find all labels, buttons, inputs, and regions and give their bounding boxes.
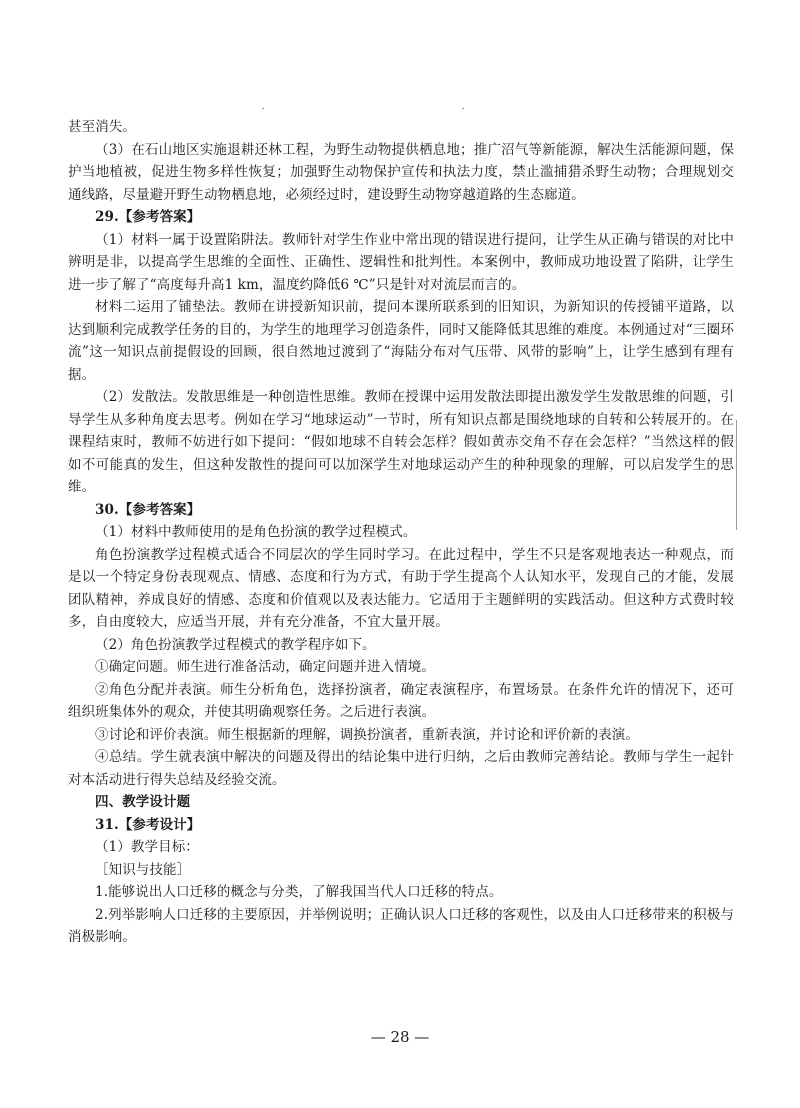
paragraph-3: （1）材料一属于设置陷阱法。教师针对学生作业中常出现的错误进行提问，让学生从正确与错误的对比中辨明是非，以提高学生思维的全面性、正确性、逻辑性和批判性。本案例中，教师成功地设置了陷阱，让学生进一步了解了“高度每升高1 km，温度约降低6 ℃”只是针对对流层而言的。 [68, 231, 734, 293]
paragraph-7: （1）材料中教师使用的是角色扮演的教学过程模式。 [95, 524, 417, 540]
paragraph-8: 角色扮演教学过程模式适合不同层次的学生同时学习。在此过程中，学生不只是客观地表达一种观点，而是以一个特定身份表现观点、情感、态度和行为方式，有助于学生提高个人认知水平，发现自己的才能，发展团队精神，养成良好的情感、态度和价值观以及表达能力。它适用于主题鲜明的实践活动。但这种方式费时较多，自由度较大，应适当开展，并有充分准备，不宜大量开展。 [68, 546, 734, 630]
paragraph-10: ①确定问题。师生进行准备活动，确定问题并进入情境。 [95, 659, 435, 675]
scan-speck [462, 108, 464, 109]
page-number: — 28 — [370, 1028, 430, 1046]
paragraph-9: （2）角色扮演教学过程模式的教学程序如下。 [95, 636, 376, 653]
section-heading-four: 四、教学设计题 [95, 794, 191, 810]
paragraph-13: ④总结。学生就表演中解决的问题及得出的结论集中进行归纳，之后由教师完善结论。教师与学生一起针对本活动进行得失总结及经验交流。 [68, 749, 734, 788]
paragraph-18: 1.能够说出人口迁移的概念与分类，了解我国当代人口迁移的特点。 [95, 884, 503, 900]
page-body [68, 116, 734, 949]
section-heading-29: 29.【参考答案】 [95, 209, 201, 225]
paragraph-5: （2）发散法。发散思维是一种创造性思维。教师在授课中运用发散法即提出激发学生发散思维的问题，引导学生从多种角度去思考。例如在学习“地球运动”一节时，所有知识点都是围绕地球的自转和公转展开的。在课程结束时，教师不妨进行如下提问：“假如地球不自转会怎样？假如黄赤交角不存在会怎样？”当然这样的假如不可能真的发生，但这种发散性的提问可以加深学生对地球运动产生的种种现象的理解，可以启发学生的思维。 [68, 389, 734, 495]
paragraph-11: ②角色分配并表演。师生分析角色，选择扮演者，确定表演程序，布置场景。在条件允许的情况下，还可组织班集体外的观众，并使其明确观察任务。之后进行表演。 [68, 681, 734, 720]
paragraph-19: 2.列举影响人口迁移的主要原因，并举例说明；正确认识人口迁移的客观性，以及由人口迁移带来的积极与消极影响。 [68, 906, 734, 945]
section-heading-30: 30.【参考答案】 [95, 501, 201, 518]
paragraph-12: ③讨论和评价表演。师生根据新的理解，调换扮演者，重新表演，并讨论和评价新的表演。 [95, 726, 639, 743]
paragraph-1: （3）在石山地区实施退耕还林工程，为野生动物提供栖息地；推广沼气等新能源，解决生活能源问题，保护当地植被，促进生物多样性恢复；加强野生动物保护宣传和执法力度，禁止滥捕猎杀野生动物；合理规划交通线路，尽量避开野生动物栖息地，必须经过时，建设野生动物穿越道路的生态廊道。 [68, 141, 734, 203]
paragraph-17: ［知识与技能］ [95, 861, 191, 878]
paragraph-0: 甚至消失。 [68, 119, 136, 135]
paragraph-4: 材料二运用了铺垫法。教师在讲授新知识前，提问本课所联系到的旧知识，为新知识的传授铺平道路，以达到顺利完成教学任务的目的，为学生的地理学习创造条件，同时又能降低其思维的难度。本例通过对“三圈环流”这一知识点前提假设的回顾，很自然地过渡到了“海陆分布对气压带、风带的影响”上，让学生感到有理有据。 [68, 299, 734, 383]
section-heading-31: 31.【参考设计】 [95, 816, 201, 833]
paragraph-16: （1）教学目标： [95, 839, 199, 855]
scan-speck [262, 108, 264, 109]
scan-margin-line [736, 420, 737, 530]
